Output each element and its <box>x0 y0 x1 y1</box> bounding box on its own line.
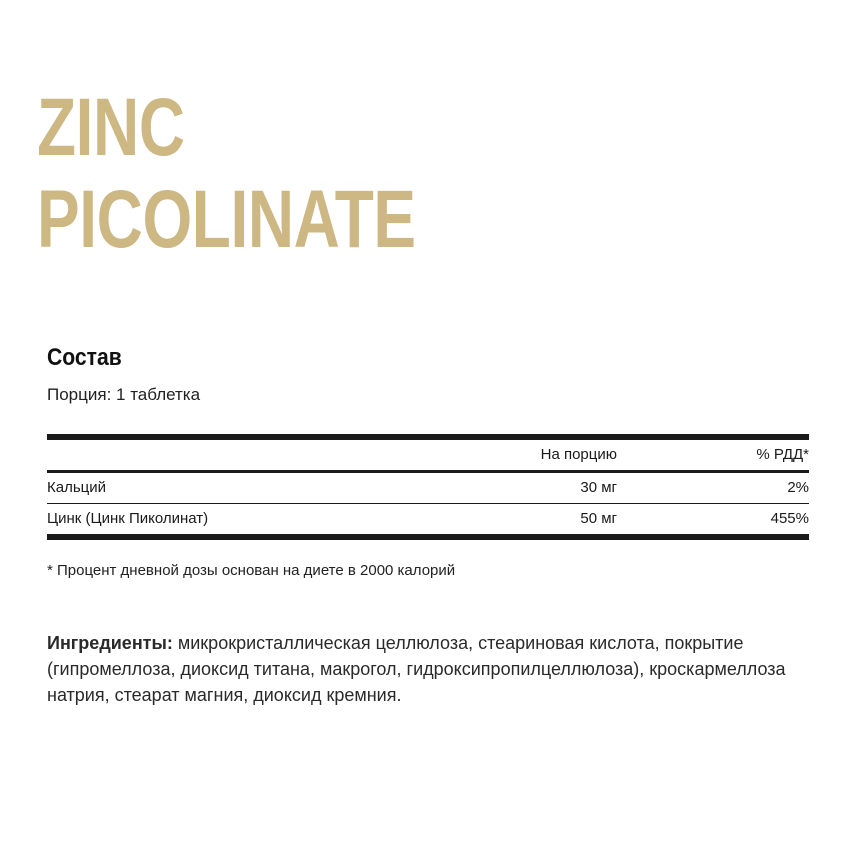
ingredients-paragraph <box>47 630 817 708</box>
row-name: Цинк (Цинк Пиколинат) <box>47 510 209 527</box>
row-amount: 30 мг <box>580 479 617 496</box>
product-title <box>37 82 416 266</box>
row-name: Кальций <box>47 479 106 496</box>
product-title-line-2: PICOLINATE <box>37 174 416 265</box>
nutrition-facts-table <box>47 434 809 540</box>
row-rdd: 2% <box>787 479 809 496</box>
table-bottom-rule <box>47 534 809 540</box>
header-per-serving: На порцию <box>540 446 617 463</box>
table-row <box>47 504 809 534</box>
row-rdd: 455% <box>770 510 809 527</box>
row-amount: 50 мг <box>580 510 617 527</box>
composition-heading: Состав <box>47 344 122 371</box>
table-header-row <box>47 440 809 470</box>
product-title-line-1: ZINC <box>37 82 185 173</box>
rdd-footnote: * Процент дневной дозы основан на диете в 2000 калорий <box>47 562 456 579</box>
table-row <box>47 473 809 503</box>
ingredients-text: микрокристаллическая целлюлоза, стеариновая кислота, покрытие (гипромеллоза, диоксид титана, макрогол, гидроксипропилцеллюлоза), кроскармеллоза натрия, стеарат магния, диоксид кремния. <box>47 633 786 705</box>
ingredients-label: Ингредиенты: <box>47 633 173 653</box>
header-rdd: % РДД* <box>756 446 809 463</box>
serving-size: Порция: 1 таблетка <box>47 385 201 404</box>
